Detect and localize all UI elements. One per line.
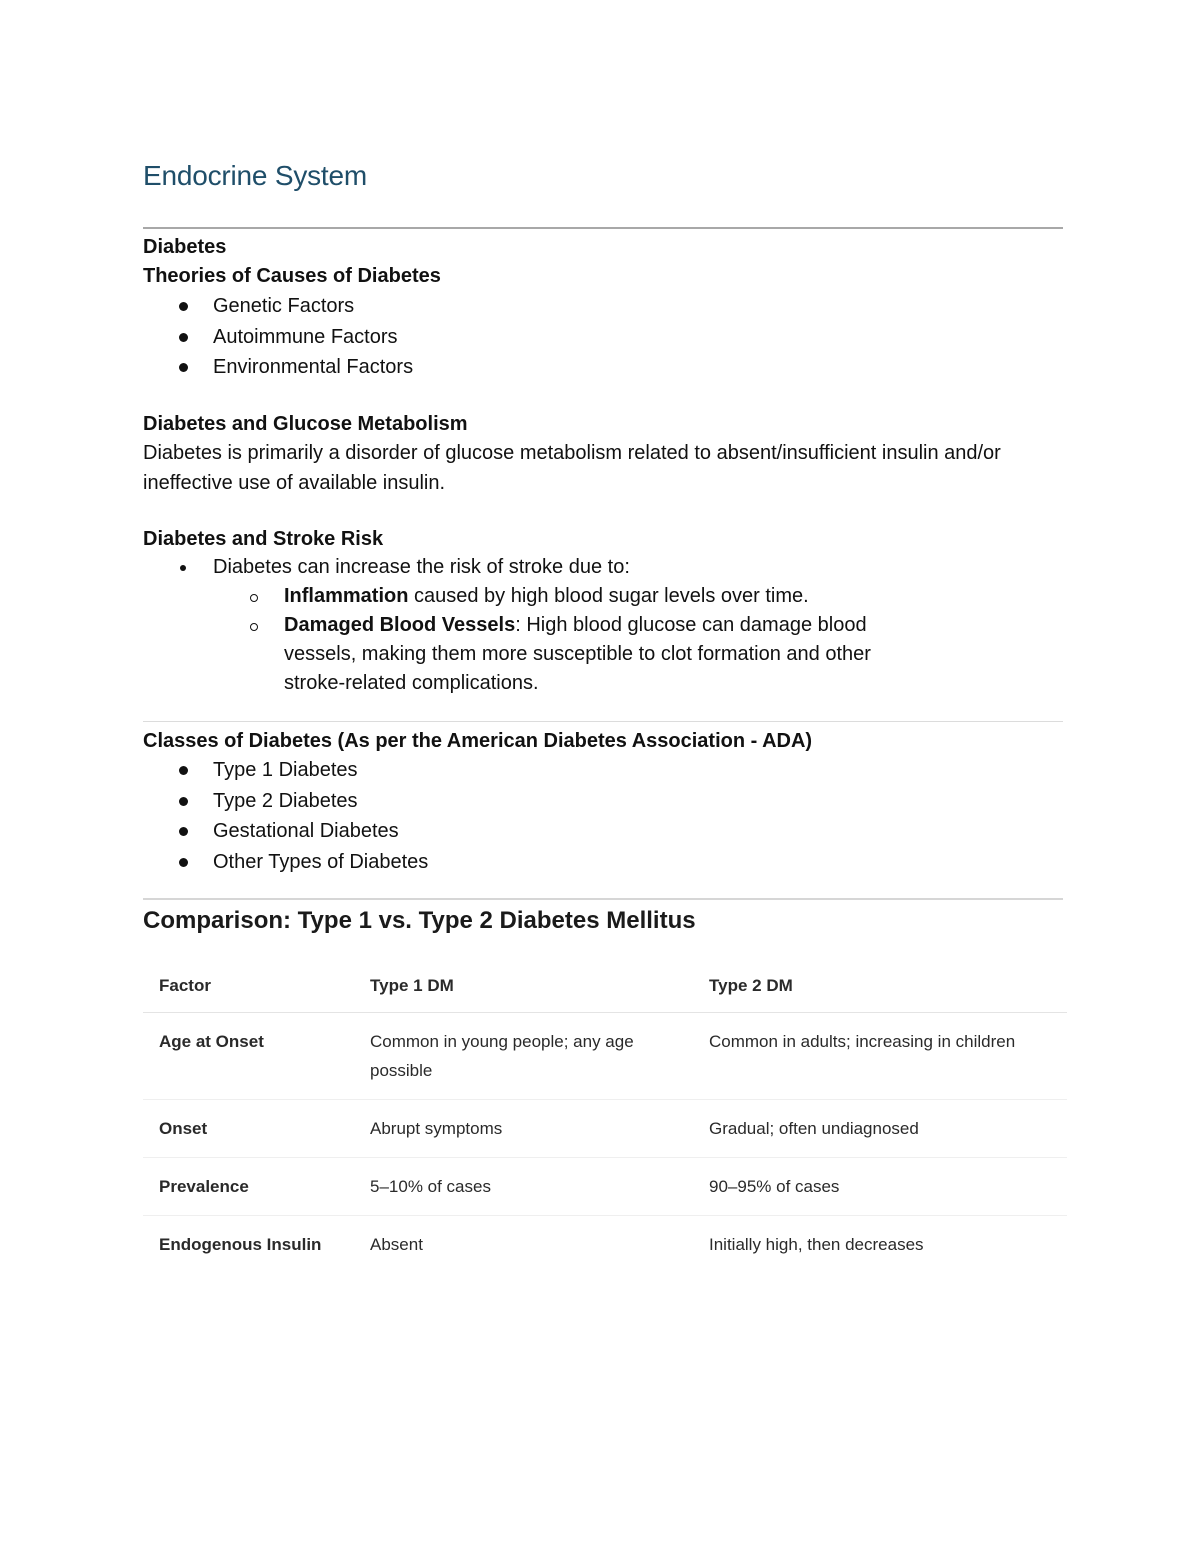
stroke-list xyxy=(143,553,630,582)
bullet-icon xyxy=(179,797,188,806)
column-header: Type 2 DM xyxy=(693,960,1067,1013)
circle-bullet-icon xyxy=(250,623,258,631)
title-divider xyxy=(143,227,1063,229)
column-header: Type 1 DM xyxy=(354,960,693,1013)
list-item-text: Diabetes can increase the risk of stroke due to: xyxy=(213,556,630,578)
table-cell: Absent xyxy=(370,1235,423,1254)
classes-list xyxy=(143,755,428,877)
table-cell: Age at Onset xyxy=(143,1013,354,1100)
section-divider xyxy=(143,898,1063,900)
sub-list-item xyxy=(143,611,924,698)
section-divider xyxy=(143,721,1063,722)
comparison-title: Comparison: Type 1 vs. Type 2 Diabetes Mellitus xyxy=(143,907,696,934)
bullet-icon xyxy=(180,565,186,571)
sub-item-bold: Inflammation xyxy=(284,585,409,607)
glucose-heading: Diabetes and Glucose Metabolism xyxy=(143,413,468,435)
list-item xyxy=(143,816,428,847)
sub-item-text: : High blood glucose can damage blood vessels, making them more susceptible to clot formation and other stroke-related complications. xyxy=(284,614,871,694)
bullet-icon xyxy=(179,766,188,775)
table-cell: Onset xyxy=(143,1100,354,1158)
circle-bullet-icon xyxy=(250,594,258,602)
list-item xyxy=(143,291,413,322)
list-item-text: Genetic Factors xyxy=(213,295,355,317)
list-item-text: Environmental Factors xyxy=(213,356,414,378)
list-item xyxy=(143,786,428,817)
stroke-heading: Diabetes and Stroke Risk xyxy=(143,528,384,550)
glucose-text: Diabetes is primarily a disorder of glucose metabolism related to absent/insufficient insulin and/or ineffective use of available insulin. xyxy=(143,442,1001,494)
bullet-icon xyxy=(179,858,188,867)
theories-list xyxy=(143,291,413,383)
table-row xyxy=(143,1158,1067,1216)
table-cell: 90–95% of cases xyxy=(693,1158,1067,1216)
table-cell: Gradual; often undiagnosed xyxy=(693,1100,1067,1158)
table-cell: Prevalence xyxy=(143,1158,354,1216)
sub-item-bold: Damaged Blood Vessels xyxy=(284,614,516,636)
list-item-text: Type 2 Diabetes xyxy=(213,789,358,812)
stroke-sublist xyxy=(143,582,924,698)
diabetes-heading: Diabetes xyxy=(143,236,227,258)
table-cell: Common in young people; any age possible xyxy=(354,1013,693,1100)
theories-heading: Theories of Causes of Diabetes xyxy=(143,265,441,287)
list-item-text: Autoimmune Factors xyxy=(213,325,398,348)
sub-item-text: caused by high blood sugar levels over time. xyxy=(408,585,809,607)
bullet-icon xyxy=(179,333,188,342)
bullet-icon xyxy=(179,302,188,311)
table-row xyxy=(143,1100,1067,1158)
list-item xyxy=(143,847,428,878)
list-item-text: Gestational Diabetes xyxy=(213,820,399,842)
list-item-text: Type 1 Diabetes xyxy=(213,759,358,781)
list-item-text: Other Types of Diabetes xyxy=(213,850,429,873)
classes-heading: Classes of Diabetes (As per the American Diabetes Association - ADA) xyxy=(143,730,813,752)
list-item xyxy=(143,755,428,786)
table-cell: Endogenous Insulin xyxy=(159,1235,322,1254)
table-row xyxy=(143,1013,1067,1100)
table-cell: Common in adults; increasing in children xyxy=(693,1013,1067,1100)
table-cell: Initially high, then decreases xyxy=(709,1235,924,1254)
bullet-icon xyxy=(179,827,188,836)
list-item xyxy=(143,553,630,582)
column-header: Factor xyxy=(143,960,354,1013)
sub-list-item xyxy=(143,582,924,611)
table-cell: 5–10% of cases xyxy=(354,1158,693,1216)
list-item xyxy=(143,322,413,353)
comparison-table xyxy=(143,960,1067,1273)
table-cell: Abrupt symptoms xyxy=(354,1100,693,1158)
page-title: Endocrine System xyxy=(143,160,368,191)
table-header-row xyxy=(143,960,1067,1013)
list-item xyxy=(143,352,413,383)
table-row xyxy=(143,1216,1067,1274)
bullet-icon xyxy=(179,363,188,372)
